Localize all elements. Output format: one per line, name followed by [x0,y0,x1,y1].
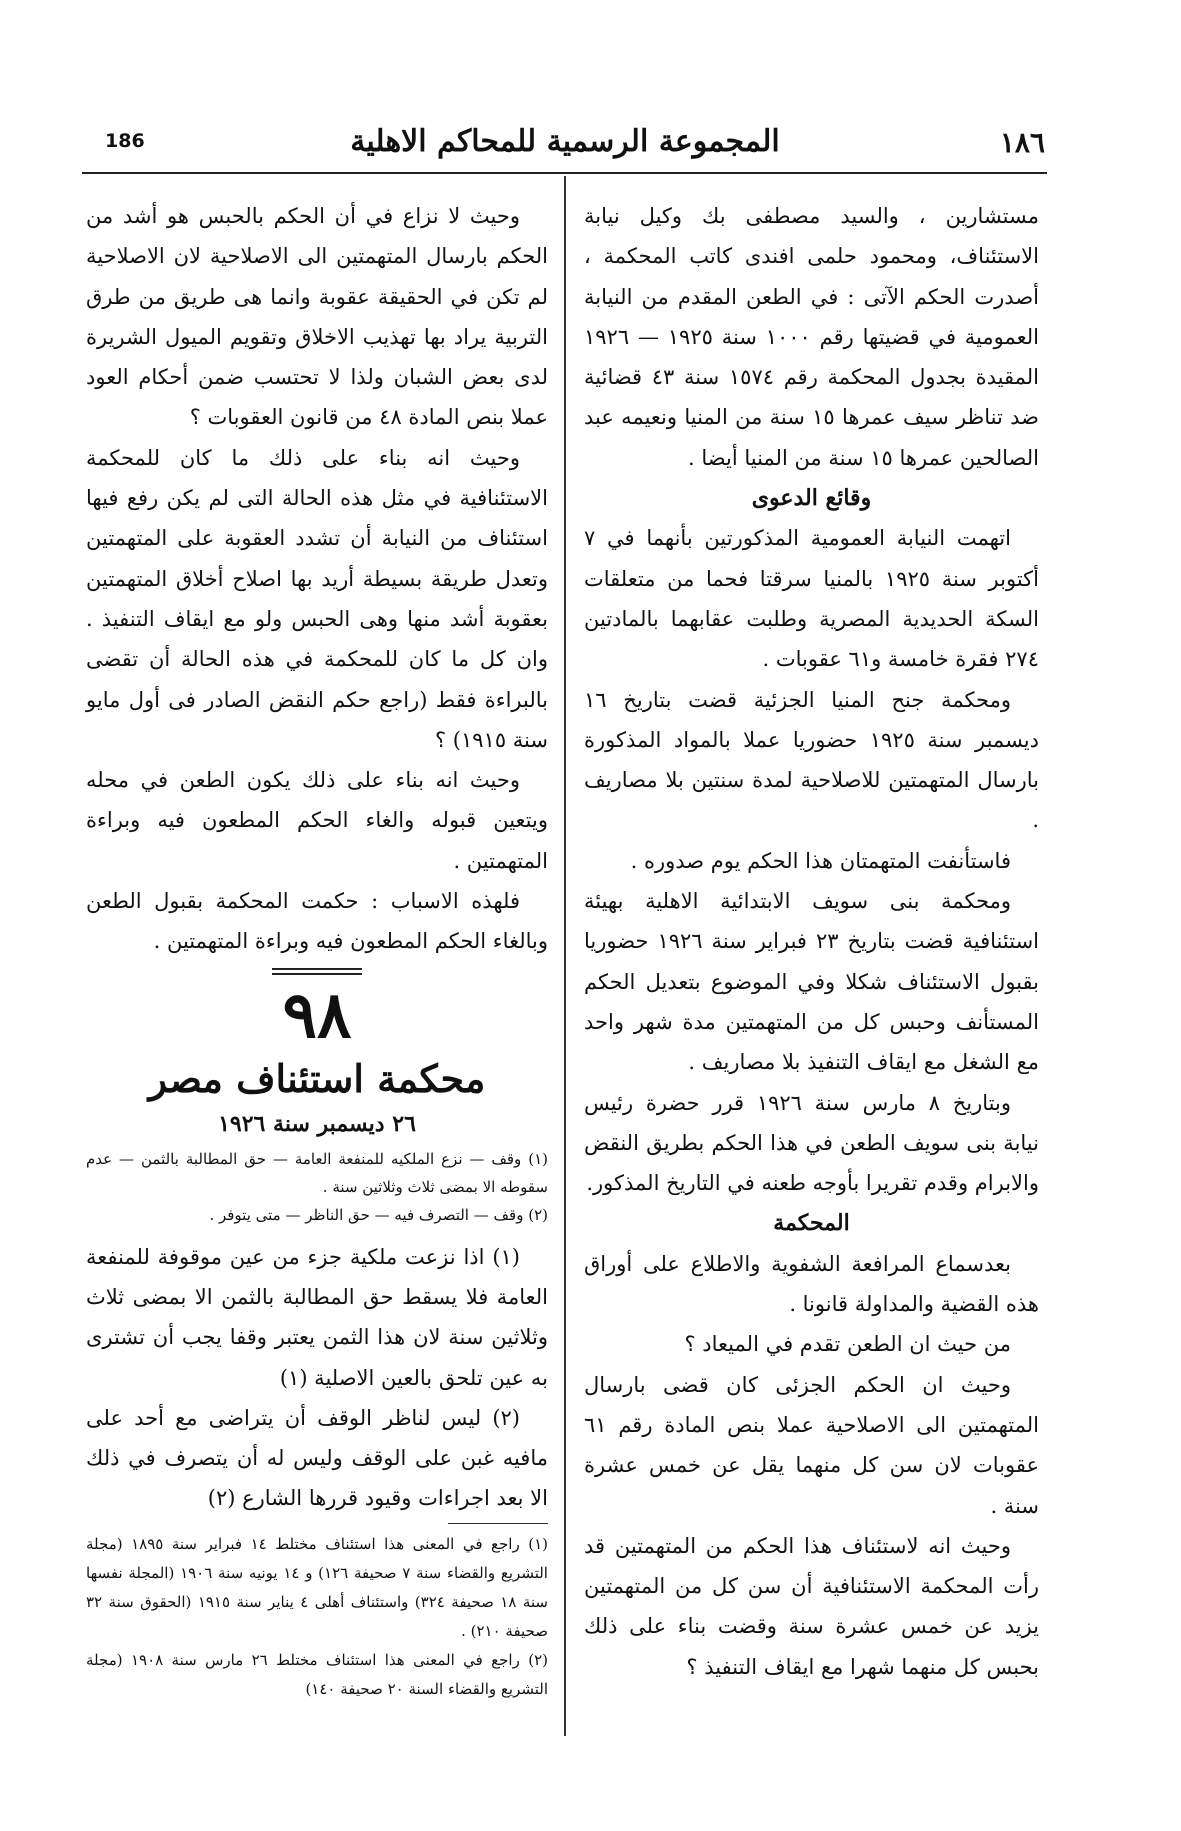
running-title: المجموعة الرسمية للمحاكم الاهلية [350,124,780,159]
paragraph: وحيث لا نزاع في أن الحكم بالحبس هو أشد من الحكم بارسال المتهمتين الى الاصلاحية لان الاصلاحية لم تكن في الحقيقة عقوبة وانما هى طريق من طرق التربية يراد بها تهذيب الاخلاق وتقويم الميول الشريرة لدى بعض الشبان ولذا لا تحتسب ضمن أحكام العود عملا بنص المادة ٤٨ من قانون العقوبات ؟ [86,204,548,430]
header-rule [82,172,1047,174]
judgment-date: ٢٦ ديسمبر سنة ١٩٢٦ [218,1110,416,1137]
holding: (٢) ليس لناظر الوقف أن يتراضى مع أحد على مافيه غبن على الوقف وليس له أن يتصرف في ذلك الا بعد اجراءات وقيود قررها الشارع (٢) [86,1405,548,1511]
footnotes [86,1530,548,1704]
paragraph: وحيث انه بناء على ذلك يكون الطعن في محله ويتعين قبوله والغاء الحكم المطعون فيه وبراءة المتهمتين . [86,768,548,873]
footnote-rule [448,1523,548,1524]
paragraph: من حيث ان الطعن تقدم في الميعاد ؟ [684,1332,1011,1357]
summary-item: (٢) وقف — التصرف فيه — حق الناظر — متى يتوفر . [209,1205,548,1224]
court-name: محكمة استئناف مصر [148,1055,486,1101]
paragraph: مستشارين ، والسيد مصطفى بك وكيل نيابة الاستئناف، ومحمود حلمى افندى كاتب المحكمة ، أصدرت الحكم الآتى : في الطعن المقدم من النيابة العمومية في قضيتها رقم ١٠٠٠ سنة ١٩٢٥ — ١٩٢٦ المقيدة بجدول المحكمة رقم ١٥٧٤ سنة ٤٣ قضائية ضد تناظر سيف عمرها ١٥ سنة من المنيا ونعيمه عبد الصالحين عمرها ١٥ سنة من المنيا أيضا . [584,204,1040,470]
case-number: ٩٨ [282,977,352,1053]
right-column [584,196,1039,1687]
paragraph: وحيث انه لاستئناف هذا الحكم من المتهمتين قد رأت المحكمة الاستئنافية أن سن كل من المتهمتين يزيد عن خمس عشرة سنة وقضت بناء على ذلك بحبس كل منهما شهرا مع ايقاف التنفيذ ؟ [584,1533,1039,1679]
paragraph: اتهمت النيابة العمومية المذكورتين بأنهما في ٧ أكتوبر سنة ١٩٢٥ بالمنيا سرقتا فحما من متعلقات السكة الحديدية المصرية وطلبت عقابهما بالمادتين ٢٧٤ فقرة خامسة و٦١ عقوبات . [584,526,1039,672]
section-heading-court: المحكمة [773,1210,850,1237]
section-heading-facts: وقائع الدعوى [751,485,872,512]
paragraph: وحيث ان الحكم الجزئى كان قضى بارسال المتهمتين الى الاصلاحية عملا بنص المادة رقم ٦١ عقوبات لان سن كل منهما يقل عن خمس عشرة سنة . [584,1372,1039,1518]
page-header [85,124,1045,168]
summary-item: (١) وقف — نزع الملكيه للمنفعة العامة — حق المطالبة بالثمن — عدم سقوطه الا بمضى ثلاث وثلاثين سنة . [86,1149,548,1196]
paragraph: وحيث انه بناء على ذلك ما كان للمحكمة الاستئنافية في مثل هذه الحالة التى لم يكن رفع فيها استئناف من النيابة أن تشدد العقوبة على المتهمتين وتعدل طريقة بسيطة أريد بها اصلاح أخلاق المتهمتين بعقوبة أشد منها وهى الحبس ولو مع ايقاف التنفيذ . وان كل ما كان للمحكمة في هذه الحالة أن تقضى بالبراءة فقط (راجع حكم النقض الصادر فى أول مايو سنة ١٩١٥) ؟ [86,445,548,752]
paragraph: بعدسماع المرافعة الشفوية والاطلاع على أوراق هذه القضية والمداولة قانونا . [584,1251,1039,1317]
paragraph: فلهذه الاسباب : حكمت المحكمة بقبول الطعن وبالغاء الحكم المطعون فيه وبراءة المتهمتين . [86,889,548,954]
footnote: (٢) راجع في المعنى هذا استئناف مختلط ٢٦ مارس سنة ١٩٠٨ (مجلة التشريع والقضاء السنة ٢٠ صحيفة ١٤٠) [86,1650,548,1698]
left-column [86,196,548,1704]
paragraph: فاستأنفت المتهمتان هذا الحكم يوم صدوره . [630,848,1011,873]
footnote: (١) راجع في المعنى هذا استئناف مختلط ١٤ فبراير سنة ١٨٩٥ (مجلة التشريع والقضاء سنة ٧ صحيفة ١٢٦) و ١٤ يونيه سنة ١٩٠٦ (المجلة نفسها سنة ١٨ صحيفة ٣٢٤) واستئناف أهلى ٤ يناير سنة ١٩١٥ (الحقوق سنة ٣٢ صحيفة ٢١٠) . [86,1534,548,1640]
column-divider [564,176,566,1736]
headnote-summary [86,1145,548,1229]
holding: (١) اذا نزعت ملكية جزء من عين موقوفة للمنفعة العامة فلا يسقط حق المطالبة بالثمن الا بمضى ثلاث وثلاثين سنة لان هذا الثمن يعتبر وقفا يجب أن تشترى به عين تلحق بالعين الاصلية (١) [86,1244,548,1390]
paragraph: ومحكمة بنى سويف الابتدائية الاهلية بهيئة استئنافية قضت بتاريخ ٢٣ فبراير سنة ١٩٢٦ حضوريا بقبول الاستئناف شكلا وفي الموضوع بتعديل الحكم المستأنف وحبس كل من المتهمتين مدة شهر واحد مع الشغل مع ايقاف التنفيذ بلا مصاريف . [584,889,1040,1075]
page-number-arabic: ١٨٦ [999,126,1045,159]
paragraph: وبتاريخ ٨ مارس سنة ١٩٢٦ قرر حضرة رئيس نيابة بنى سويف الطعن في هذا الحكم بطريق النقض والابرام وقدم تقريرا بأوجه طعنه في التاريخ المذكور. [584,1090,1039,1196]
page-number-latin: 186 [105,130,145,152]
paragraph: ومحكمة جنح المنيا الجزئية قضت بتاريخ ١٦ ديسمبر سنة ١٩٢٥ حضوريا عملا بالمواد المذكورة بارسال المتهمتين للاصلاحية لمدة سنتين بلا مصاريف . [584,687,1039,833]
section-divider [272,968,362,975]
